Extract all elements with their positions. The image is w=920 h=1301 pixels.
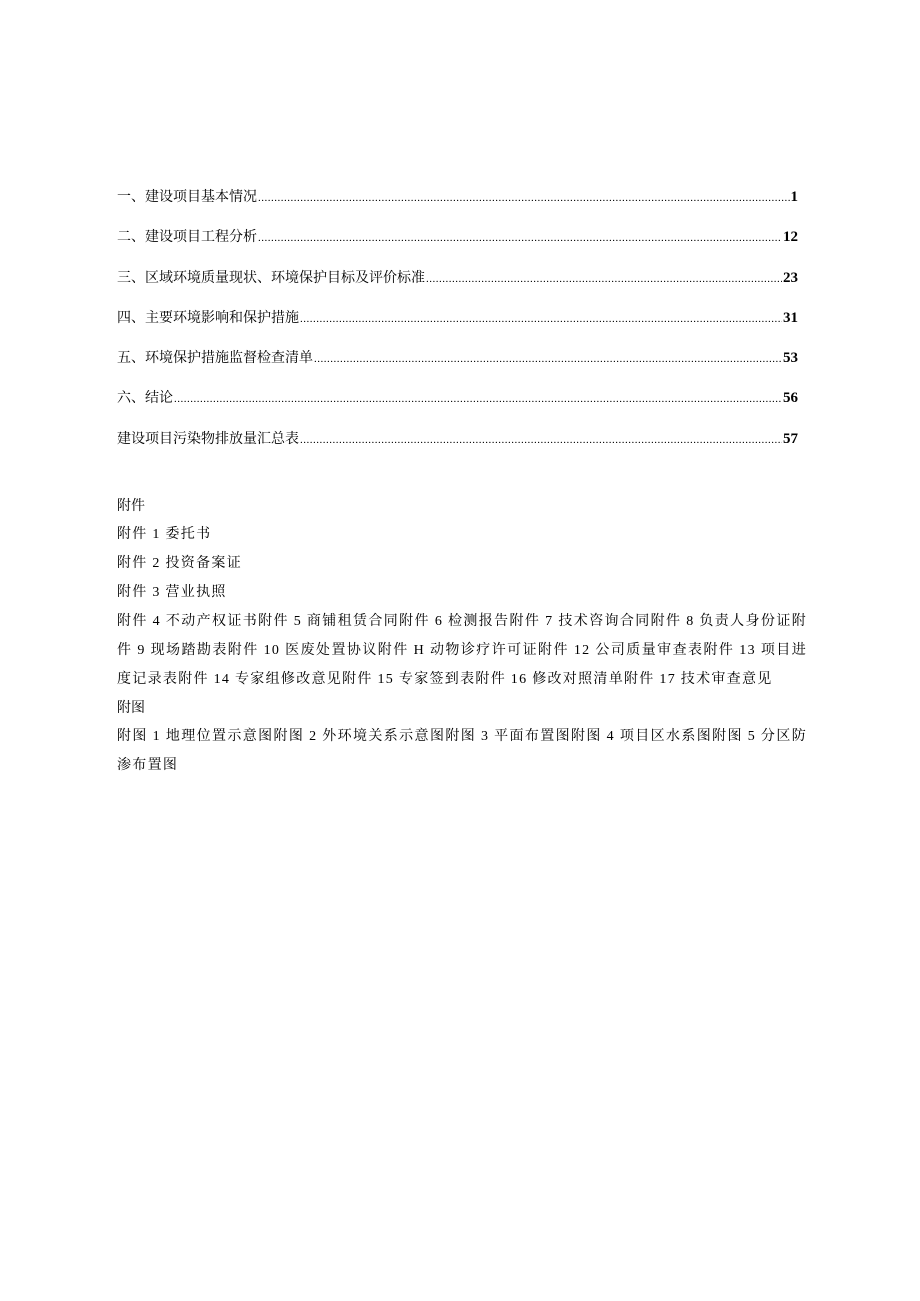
toc-entry[interactable]	[117, 387, 798, 427]
toc-entry[interactable]	[117, 186, 798, 226]
toc-entry-page: 12	[783, 229, 798, 246]
toc-entry[interactable]	[117, 307, 798, 347]
toc-leader-dots	[300, 313, 782, 325]
toc-entry-page: 56	[783, 390, 798, 407]
figures-heading: 附图	[117, 700, 145, 716]
toc-leader-dots	[258, 192, 790, 204]
toc-leader-dots	[426, 273, 782, 285]
toc-entry-title: 二、建设项目工程分析	[117, 229, 257, 246]
toc-entry[interactable]	[117, 347, 798, 387]
table-of-contents	[117, 186, 798, 468]
attachment-item: 附件 3 营业执照	[117, 585, 227, 600]
attachments-heading: 附件	[117, 498, 145, 514]
attachment-item: 附件 2 投资备案证	[117, 556, 242, 571]
figures-paragraph: 附图 1 地理位置示意图附图 2 外环境关系示意图附图 3 平面布置图附图 4 项目区水系图附图 5 分区防渗布置图	[117, 729, 807, 773]
toc-entry-title: 四、主要环境影响和保护措施	[117, 309, 299, 326]
toc-entry[interactable]	[117, 267, 798, 307]
toc-leader-dots	[174, 393, 782, 405]
toc-leader-dots	[300, 434, 782, 446]
toc-entry-page: 1	[790, 189, 798, 205]
toc-entry-title: 三、区域环境质量现状、环境保护目标及评价标准	[117, 269, 425, 286]
toc-entry-page: 23	[783, 269, 798, 286]
toc-entry-page: 57	[783, 430, 798, 447]
toc-entry-page: 53	[783, 350, 798, 367]
toc-entry-title: 五、环境保护措施监督检查清单	[117, 350, 313, 367]
attachments-section	[117, 492, 807, 780]
toc-entry-title: 六、结论	[117, 390, 173, 407]
toc-leader-dots	[258, 232, 782, 244]
toc-entry-page: 31	[783, 309, 798, 326]
toc-entry-title: 建设项目污染物排放量汇总表	[117, 430, 299, 447]
toc-entry-title: 一、建设项目基本情况	[117, 189, 257, 205]
toc-entry[interactable]	[117, 428, 798, 468]
attachment-item: 附件 1 委托书	[117, 527, 212, 542]
attachments-paragraph: 附件 4 不动产权证书附件 5 商铺租赁合同附件 6 检测报告附件 7 技术咨询合同附件 8 负责人身份证附件 9 现场踏勘表附件 10 医废处置协议附件 H 动物诊疗许可证附件 12 公司质量审查表附件 13 项目进度记录表附件 14 专家组修改意见附件 15 专家签到表附件 16 修改对照清单附件 17 技术审查意见	[117, 614, 807, 687]
toc-entry[interactable]	[117, 226, 798, 266]
toc-leader-dots	[314, 353, 782, 365]
